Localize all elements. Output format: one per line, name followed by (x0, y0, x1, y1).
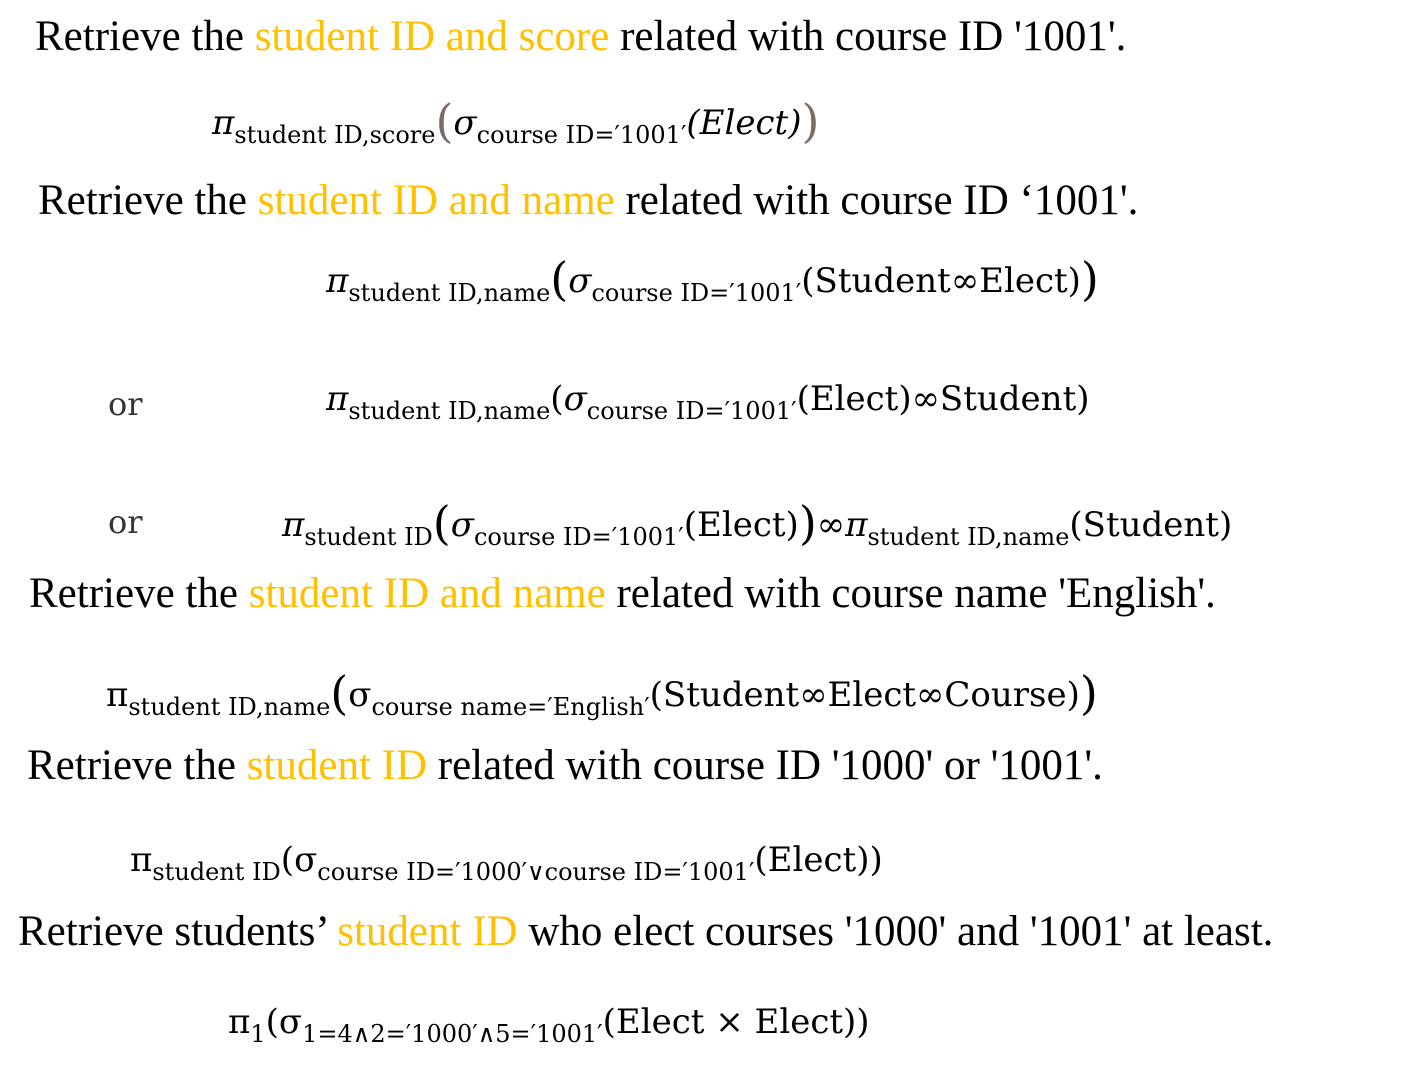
relation-argument-2: (Student) (1069, 505, 1233, 545)
projection-symbol: π (212, 103, 235, 143)
question-4-text: Retrieve the (27, 742, 247, 789)
projection-symbol: π (282, 505, 305, 545)
selection-condition: course ID=′1001′ (476, 121, 687, 149)
selection-condition: course name=′English′ (371, 693, 650, 721)
question-5-tail: who elect courses '1000' and '1001' at least. (517, 908, 1274, 955)
question-1-tail: related with course ID '1001'. (609, 13, 1127, 60)
selection-condition: course ID=′1001′ (591, 279, 802, 307)
question-5 (18, 910, 1273, 953)
formula-2 (326, 252, 1099, 307)
formula-3 (326, 379, 1090, 425)
close-paren: ) (1080, 252, 1099, 306)
question-4-highlight: student ID (246, 742, 428, 789)
relation-argument: (Elect × Elect)) (602, 1002, 870, 1042)
projection-attributes: student ID,score (234, 121, 436, 149)
projection-attributes-2: student ID,name (867, 523, 1070, 551)
question-2-tail: related with course ID ‘1001'. (614, 177, 1139, 224)
selection-symbol: σ (563, 379, 587, 419)
selection-symbol: σ (348, 675, 372, 715)
join-symbol: ∞ (816, 505, 846, 545)
question-5-highlight: student ID (337, 908, 518, 955)
selection-symbol: σ (568, 261, 592, 301)
projection-attributes: student ID (152, 858, 281, 886)
or-label-1: or (108, 385, 143, 423)
question-1-highlight: student ID and score (254, 13, 610, 60)
relation-argument: (Elect) (686, 103, 802, 143)
relation-argument: (Elect)∞Student) (796, 379, 1090, 419)
projection-symbol: π (228, 1002, 251, 1042)
formula-4 (282, 496, 1233, 551)
formula-1 (212, 94, 820, 149)
projection-symbol-2: π (845, 505, 868, 545)
open-paren: ( (432, 496, 451, 550)
selection-symbol: σ (278, 1002, 303, 1042)
relation-argument: (Elect)) (754, 840, 883, 880)
relation-argument: (Elect) (683, 505, 799, 545)
question-2 (38, 179, 1138, 222)
projection-attributes: student ID,name (348, 279, 551, 307)
or-label-2: or (108, 503, 143, 541)
open-paren: ( (550, 379, 564, 419)
formula-7 (228, 1002, 870, 1048)
question-3-tail: related with course name 'English'. (605, 570, 1216, 617)
question-2-highlight: student ID and name (257, 177, 615, 224)
open-paren: ( (280, 840, 295, 880)
close-paren: ) (801, 94, 820, 148)
open-paren: ( (330, 666, 349, 720)
projection-attributes: student ID,name (348, 397, 551, 425)
projection-symbol: π (326, 261, 349, 301)
projection-attributes: student ID (304, 523, 433, 551)
close-paren: ) (798, 496, 817, 550)
question-3 (29, 572, 1216, 615)
question-1-text: Retrieve the (35, 13, 255, 60)
question-4-tail: related with course ID '1000' or '1001'. (427, 742, 1103, 789)
projection-symbol: π (130, 840, 153, 880)
projection-symbol: π (106, 675, 129, 715)
selection-condition: course ID=′1001′ (586, 397, 797, 425)
question-1 (35, 15, 1126, 58)
question-3-highlight: student ID and name (248, 570, 606, 617)
projection-attributes: student ID,name (128, 693, 331, 721)
selection-condition: 1=4∧2=′1000′∧5=′1001′ (302, 1020, 603, 1048)
question-3-text: Retrieve the (29, 570, 249, 617)
close-paren: ) (1079, 666, 1098, 720)
relation-argument: (Student∞Elect) (801, 261, 1081, 301)
formula-5 (106, 666, 1098, 721)
formula-6 (130, 840, 883, 886)
selection-symbol: σ (453, 103, 477, 143)
open-paren: ( (265, 1002, 279, 1042)
open-paren: ( (550, 252, 569, 306)
selection-condition: course ID=′1001′ (473, 523, 684, 551)
projection-symbol: π (326, 379, 349, 419)
selection-condition: course ID=′1000′∨course ID=′1001′ (317, 858, 755, 886)
question-4 (27, 744, 1103, 787)
selection-symbol: σ (450, 505, 474, 545)
question-5-text: Retrieve students’ (18, 908, 338, 955)
selection-symbol: σ (294, 840, 318, 880)
projection-attributes: 1 (250, 1020, 266, 1048)
open-paren: ( (435, 94, 454, 148)
question-2-text: Retrieve the (38, 177, 258, 224)
relation-argument: (Student∞Elect∞Course) (649, 675, 1080, 715)
